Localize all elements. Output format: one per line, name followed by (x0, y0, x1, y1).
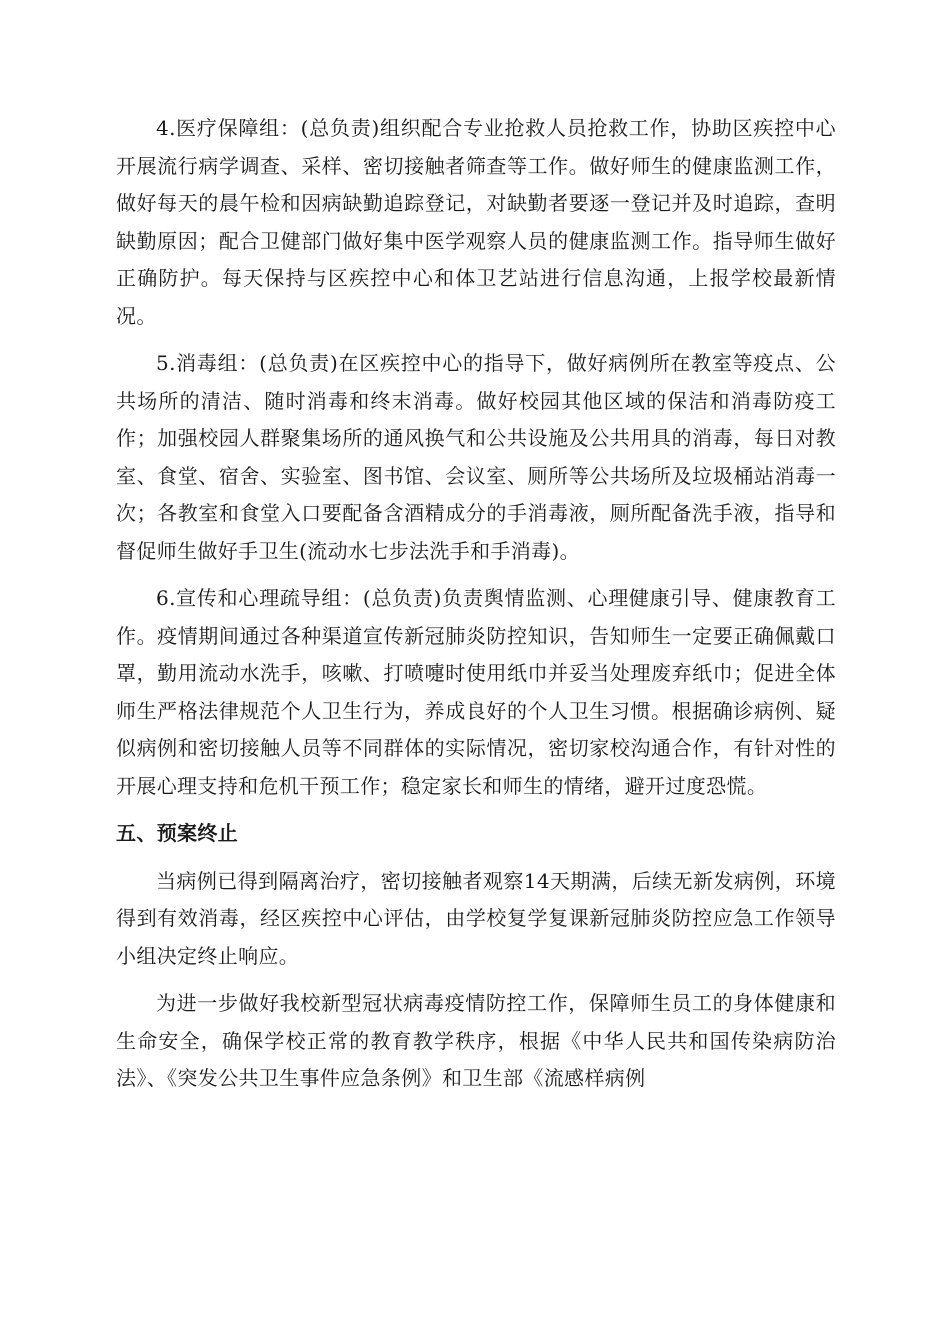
paragraph-plan-termination: 当病例已得到隔离治疗，密切接触者观察14天期满，后续无新发病例，环境得到有效消毒，经区疾控中心评估，由学校复学复课新冠肺炎防控应急工作领导小组决定终止响应。 (116, 868, 836, 968)
paragraph-further-prevention: 为进一步做好我校新型冠状病毒疫情防控工作，保障师生员工的身体健康和生命安全，确保学校正常的教育教学秩序，根据《中华人民共和国传染病防治法》、《突发公共卫生事件应急条例》和卫生部《流感样病例 (116, 991, 836, 1090)
section-heading: 五、预案终止 (116, 821, 239, 845)
paragraph-publicity-group: 6.宣传和心理疏导组：(总负责)负责舆情监测、心理健康引导、健康教育工作。疫情期间通过各种渠道宣传新冠肺炎防控知识，告知师生一定要正确佩戴口罩，勤用流动水洗手，咳嗽、打喷嚏时使用纸巾并妥当处理废弃纸巾；促进全体师生严格法律规范个人卫生行为，养成良好的个人卫生习惯。根据确诊病例、疑似病例和密切接触人员等不同群体的实际情况，密切家校沟通合作，有针对性的开展心理支持和危机干预工作；稳定家长和师生的情绪，避开过度恐慌。 (116, 586, 836, 798)
document-body (116, 110, 836, 1108)
paragraph-medical-group: 4.医疗保障组：(总负责)组织配合专业抢救人员抢救工作，协助区疾控中心开展流行病学调查、采样、密切接触者筛查等工作。做好师生的健康监测工作，做好每天的晨午检和因病缺勤追踪登记，对缺勤者要逐一登记并及时追踪，查明缺勤原因；配合卫健部门做好集中医学观察人员的健康监测工作。指导师生做好正确防护。每天保持与区疾控中心和体卫艺站进行信息沟通，上报学校最新情况。 (116, 116, 836, 328)
paragraph-disinfection-group: 5.消毒组：(总负责)在区疾控中心的指导下，做好病例所在教室等疫点、公共场所的清洁、随时消毒和终末消毒。做好校园其他区域的保洁和消毒防疫工作；加强校园人群聚集场所的通风换气和公共设施及公共用具的消毒，每日对教室、食堂、宿舍、实验室、图书馆、会议室、厕所等公共场所及垃圾桶站消毒一次；各教室和食堂入口要配备含酒精成分的手消毒液，厕所配备洗手液，指导和督促师生做好手卫生(流动水七步法洗手和手消毒)。 (116, 351, 836, 563)
